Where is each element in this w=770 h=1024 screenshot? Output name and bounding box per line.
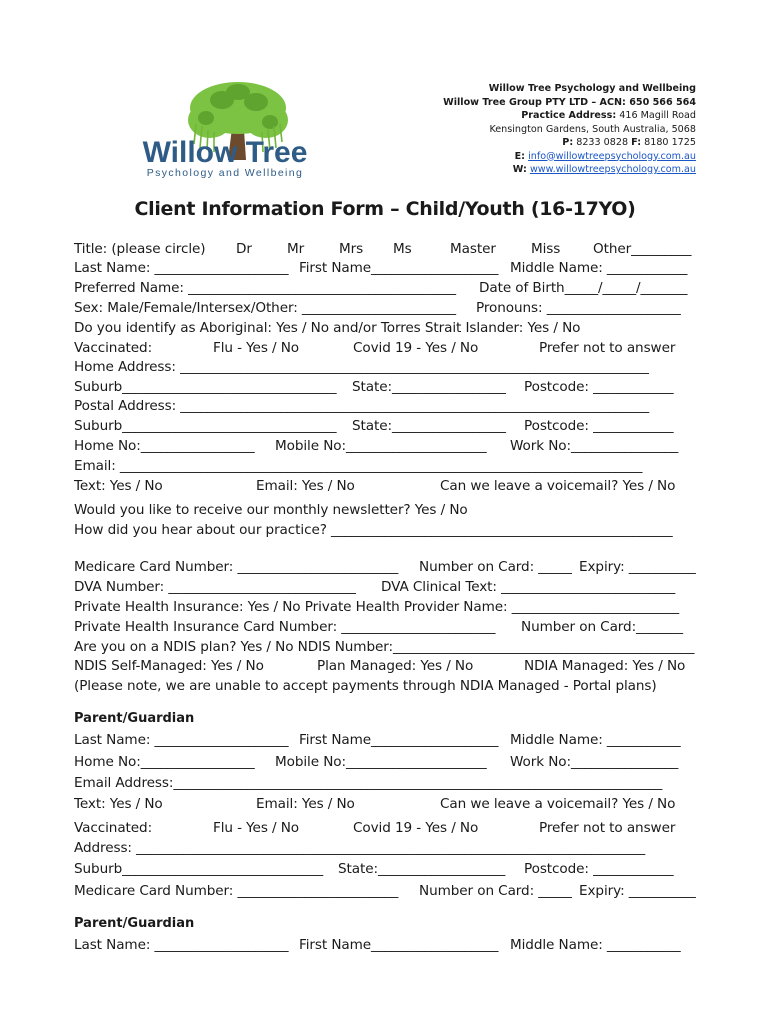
form-field-label[interactable]: Do you identify as Aboriginal: Yes / No and/or Torres Strait Islander: Yes / No xyxy=(74,320,581,336)
web-label: W: xyxy=(512,164,527,175)
form-field-label[interactable]: Postcode: ____________ xyxy=(524,418,674,434)
fax-number: 8180 1725 xyxy=(644,137,696,148)
email-link[interactable]: info@willowtreepsychology.com.au xyxy=(528,150,696,162)
company-group: Willow Tree Group PTY LTD – ACN: 650 566 564 xyxy=(443,96,696,108)
practice-contact-block xyxy=(366,82,696,177)
form-field-label[interactable]: Can we leave a voicemail? Yes / No xyxy=(440,478,676,494)
form-field-label[interactable]: Would you like to receive our monthly newsletter? Yes / No xyxy=(74,502,468,518)
form-field-label[interactable]: Mobile No:_____________________ xyxy=(275,438,487,454)
form-field-label[interactable]: Suburb________________________________ xyxy=(74,379,337,395)
form-field-label[interactable]: Suburb______________________________ xyxy=(74,861,324,877)
form-field-label[interactable]: Sex: Male/Female/Intersex/Other: _______________________ xyxy=(74,300,456,316)
phone-number: 8233 0828 xyxy=(576,137,629,148)
form-field-label[interactable]: Plan Managed: Yes / No xyxy=(317,658,474,674)
willow-tree-logo xyxy=(110,78,340,180)
form-field-label[interactable]: Expiry: __________ xyxy=(579,559,696,575)
form-field-label[interactable]: DVA Number: ____________________________ xyxy=(74,579,356,595)
logo-tagline: Psychology and Wellbeing xyxy=(146,167,304,179)
form-field-label[interactable]: Middle Name: ___________ xyxy=(510,732,681,748)
form-field-label[interactable]: NDIA Managed: Yes / No xyxy=(524,658,686,674)
address-label: Practice Address: xyxy=(521,110,617,121)
form-field-label[interactable]: Prefer not to answer xyxy=(539,820,676,836)
parent-guardian-heading-1: Parent/Guardian xyxy=(74,711,195,726)
form-field-label[interactable]: Text: Yes / No xyxy=(74,796,163,812)
form-field-label[interactable]: Covid 19 - Yes / No xyxy=(353,340,479,356)
form-field-label[interactable]: Date of Birth_____/_____/_______ xyxy=(479,280,688,296)
form-field-label[interactable]: Medicare Card Number: ________________________ xyxy=(74,559,399,575)
form-field-label[interactable]: Home No:_________________ xyxy=(74,438,255,454)
form-field-label[interactable]: How did you hear about our practice? ___________________________________________________ xyxy=(74,522,673,538)
fax-label: F: xyxy=(631,137,642,148)
parent-guardian-heading-2: Parent/Guardian xyxy=(74,916,195,931)
form-field-label[interactable]: Work No:________________ xyxy=(510,754,679,770)
form-field-label[interactable]: Vaccinated: xyxy=(74,340,153,356)
form-field-label[interactable]: State:___________________ xyxy=(338,861,506,877)
form-field-label[interactable]: Are you on a NDIS plan? Yes / No NDIS Number:_____________________________________________ xyxy=(74,639,695,655)
form-field-label[interactable]: Private Health Insurance: Yes / No Private Health Provider Name: _________________________ xyxy=(74,599,680,615)
form-field-label[interactable]: Last Name: ____________________ xyxy=(74,260,289,276)
email-label: E: xyxy=(514,150,526,162)
website-link[interactable]: www.willowtreepsychology.com.au xyxy=(529,164,696,175)
form-field-label[interactable]: Mobile No:_____________________ xyxy=(275,754,487,770)
form-field-label[interactable]: Dr xyxy=(236,241,252,257)
form-field-label[interactable]: Middle Name: ___________ xyxy=(510,937,681,953)
form-field-label[interactable]: Number on Card:_______ xyxy=(521,619,683,635)
form-field-label[interactable]: Preferred Name: ________________________________________ xyxy=(74,280,456,296)
form-field-label[interactable]: Email: Yes / No xyxy=(256,478,355,494)
form-field-label[interactable]: Text: Yes / No xyxy=(74,478,163,494)
form-field-label[interactable]: Home No:_________________ xyxy=(74,754,255,770)
form-field-label[interactable]: Last Name: ____________________ xyxy=(74,937,289,953)
form-field-label[interactable]: First Name___________________ xyxy=(299,732,499,748)
form-field-label[interactable]: Middle Name: ____________ xyxy=(510,260,688,276)
form-field-label[interactable]: NDIS Self-Managed: Yes / No xyxy=(74,658,264,674)
form-field-label[interactable]: Postcode: ____________ xyxy=(524,861,674,877)
form-field-label[interactable]: Flu - Yes / No xyxy=(213,340,300,356)
phone-label: P: xyxy=(562,137,574,148)
form-field-label[interactable]: Email Address:_________________________________________________________________________ xyxy=(74,775,663,791)
form-field-label[interactable]: Email: Yes / No xyxy=(256,796,355,812)
form-field-label[interactable]: Other_________ xyxy=(593,241,692,257)
form-field-label[interactable]: Can we leave a voicemail? Yes / No xyxy=(440,796,676,812)
form-field-label[interactable]: Number on Card: _____ xyxy=(419,559,572,575)
form-field-label[interactable]: Postal Address: ______________________________________________________________________ xyxy=(74,398,650,414)
form-field-label[interactable]: Work No:________________ xyxy=(510,438,679,454)
form-title: Client Information Form – Child/Youth (16-17YO) xyxy=(134,198,636,220)
form-field-label[interactable]: Suburb________________________________ xyxy=(74,418,337,434)
form-field-label[interactable]: Number on Card: _____ xyxy=(419,883,572,899)
form-field-label[interactable]: Address: ____________________________________________________________________________ xyxy=(74,840,646,856)
address-line-1: 416 Magill Road xyxy=(619,110,696,121)
form-field-label[interactable]: Ms xyxy=(393,241,412,257)
form-field-label[interactable]: Covid 19 - Yes / No xyxy=(353,820,479,836)
form-field-label[interactable]: Home Address: ______________________________________________________________________ xyxy=(74,359,649,375)
form-field-label[interactable]: DVA Clinical Text: __________________________ xyxy=(381,579,676,595)
form-field-label[interactable]: Postcode: ____________ xyxy=(524,379,674,395)
form-field-label[interactable]: Expiry: __________ xyxy=(579,883,696,899)
form-field-label[interactable]: State:_________________ xyxy=(352,418,506,434)
form-field-label[interactable]: Pronouns: ____________________ xyxy=(476,300,681,316)
form-field-label[interactable]: (Please note, we are unable to accept payments through NDIA Managed - Portal plans) xyxy=(74,678,657,694)
form-field-label[interactable]: Flu - Yes / No xyxy=(213,820,300,836)
form-field-label[interactable]: Prefer not to answer xyxy=(539,340,676,356)
company-name: Willow Tree Psychology and Wellbeing xyxy=(488,83,696,94)
form-field-label[interactable]: First Name___________________ xyxy=(299,937,499,953)
form-field-label[interactable]: First Name___________________ xyxy=(299,260,499,276)
address-line-2: Kensington Gardens, South Australia, 5068 xyxy=(489,123,696,135)
form-field-label[interactable]: Title: (please circle) xyxy=(74,241,206,257)
form-field-label[interactable]: Email: ______________________________________________________________________________ xyxy=(74,458,643,474)
form-field-label[interactable]: Medicare Card Number: ________________________ xyxy=(74,883,399,899)
logo-brand: Willow Tree xyxy=(142,136,308,169)
form-field-label[interactable]: Miss xyxy=(531,241,561,257)
form-field-label[interactable]: Master xyxy=(450,241,496,257)
form-field-label[interactable]: Mrs xyxy=(339,241,364,257)
form-field-label[interactable]: Private Health Insurance Card Number: _______________________ xyxy=(74,619,496,635)
form-field-label[interactable]: Last Name: ____________________ xyxy=(74,732,289,748)
form-field-label[interactable]: State:_________________ xyxy=(352,379,506,395)
form-field-label[interactable]: Mr xyxy=(287,241,305,257)
form-field-label[interactable]: Vaccinated: xyxy=(74,820,153,836)
